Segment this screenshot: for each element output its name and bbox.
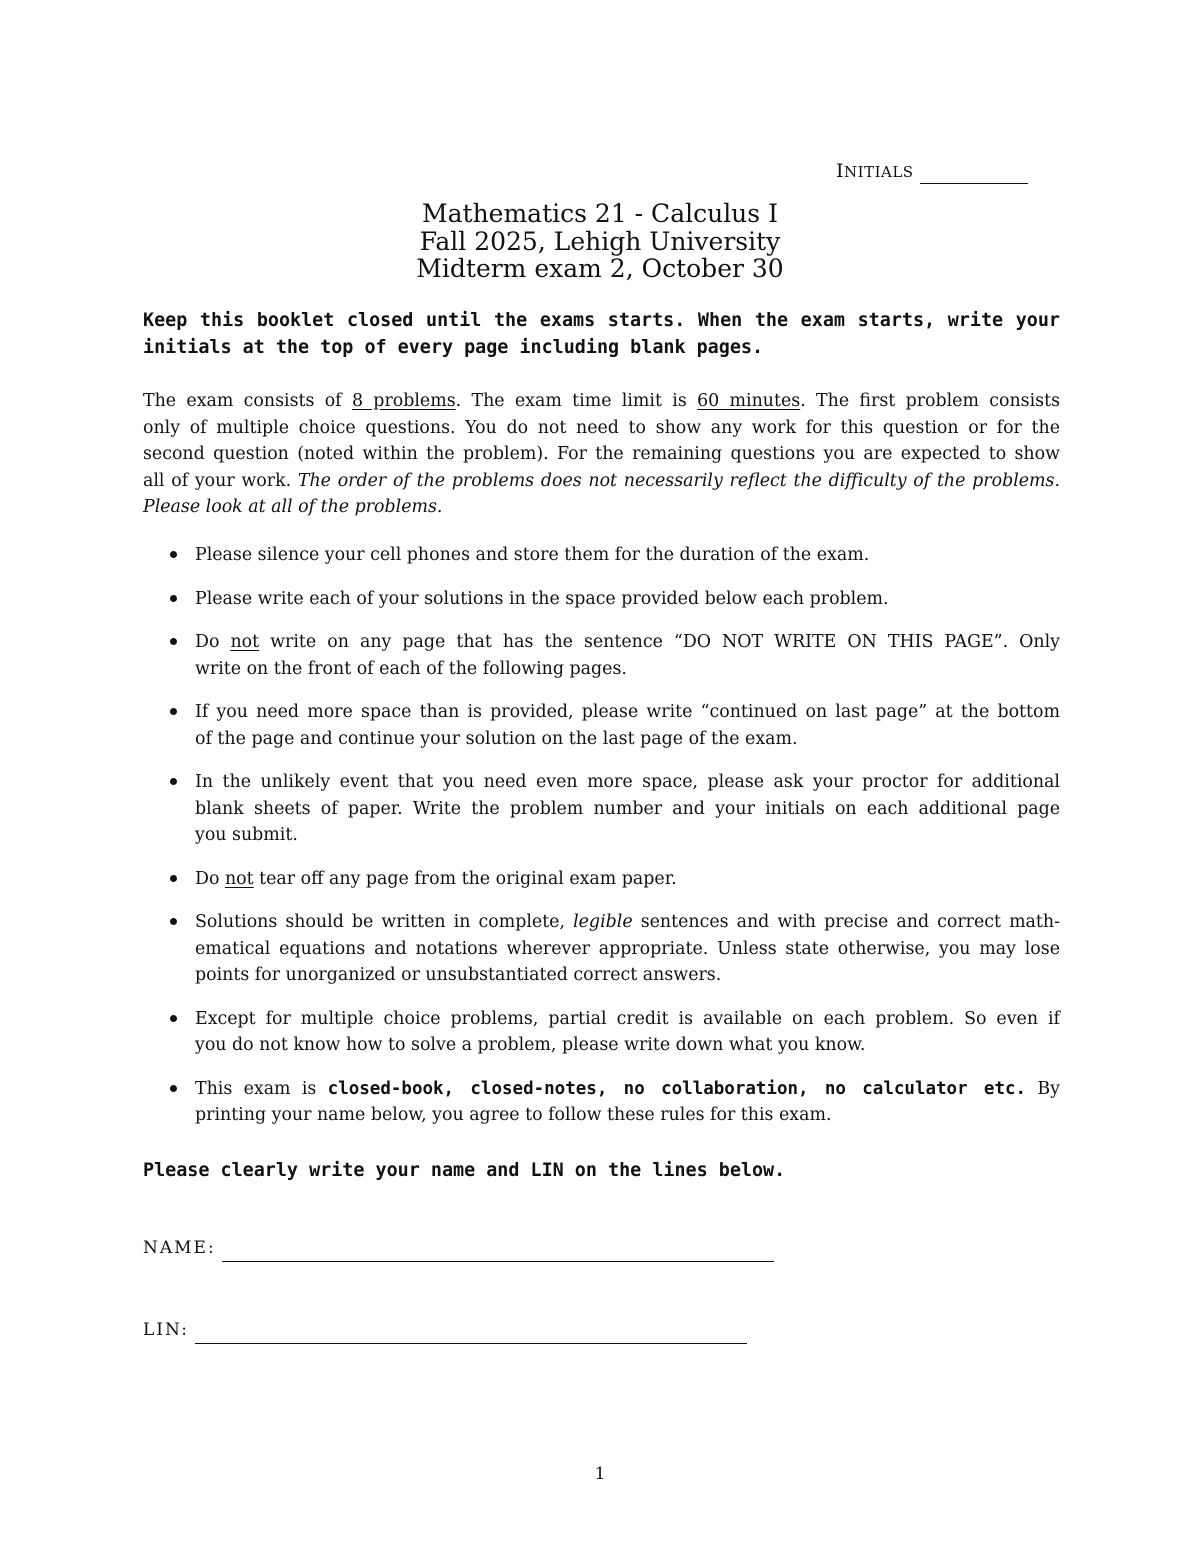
name-instruction: Please clearly write your name and LIN on the lines below. — [143, 1160, 786, 1181]
rule-item: Solutions should be written in complete, legible sentences and with precise and correct math- ematical equations and notations wherever appropriate. Unless state otherwise, you may lose points for unorganized or unsubstantiated correct answers. — [143, 909, 1060, 989]
bullet-dot-icon — [170, 1015, 177, 1022]
exam-title — [0, 200, 1200, 283]
page-number: 1 — [594, 1464, 606, 1484]
initials-label-first: I — [836, 160, 845, 182]
name-field — [143, 1238, 774, 1262]
time-limit: 60 minutes — [697, 391, 801, 411]
rule-item: Please silence your cell phones and store them for the duration of the exam. — [143, 542, 1060, 569]
bullet-dot-icon — [170, 708, 177, 715]
rules-list — [143, 542, 1060, 1146]
intro-line-4: all of your work. The order of the problems does not necessarily reflect the difficulty of the problems. — [143, 470, 1060, 491]
lin-label: LIN: — [143, 1320, 190, 1340]
rule-item: Do not write on any page that has the sentence “DO NOT WRITE ON THIS PAGE”. Only write on the front of each of the following pages. — [143, 629, 1060, 682]
bullet-dot-icon — [170, 638, 177, 645]
initials-line[interactable] — [920, 165, 1028, 184]
title-exam: Midterm exam 2, October 30 — [416, 254, 784, 283]
rule-item: Please write each of your solutions in the space provided below each problem. — [143, 586, 1060, 613]
intro-line-3: second question (noted within the problem). For the remaining questions you are expected to show — [143, 444, 1060, 464]
bullet-dot-icon — [170, 778, 177, 785]
name-label: NAME: — [143, 1238, 216, 1258]
bullet-dot-icon — [170, 875, 177, 882]
booklet-notice — [143, 307, 1060, 361]
bullet-dot-icon — [170, 551, 177, 558]
rule-item: If you need more space than is provided, please write “continued on last page” at the bottom of the page and continue your solution on the last page of the exam. — [143, 699, 1060, 752]
intro-line-5: Please look at all of the problems. — [143, 497, 443, 517]
bullet-dot-icon — [170, 595, 177, 602]
intro-line-2: only of multiple choice questions. You do not need to show any work for this question or for the — [143, 417, 1060, 438]
title-course: Mathematics 21 - Calculus I — [422, 199, 778, 228]
rule-item: Do not tear off any page from the original exam paper. — [143, 866, 1060, 893]
bullet-dot-icon — [170, 918, 177, 925]
bullet-dot-icon — [170, 1085, 177, 1092]
lin-field — [143, 1320, 747, 1344]
problem-count: 8 problems — [351, 391, 456, 411]
rule-item: Except for multiple choice problems, partial credit is available on each problem. So even if you do not know how to solve a problem, please write down what you know. — [143, 1006, 1060, 1059]
title-term: Fall 2025, Lehigh University — [419, 226, 781, 256]
notice-line-2: initials at the top of every page including blank pages. — [143, 337, 764, 358]
name-line[interactable] — [222, 1241, 774, 1262]
notice-line-1: Keep this booklet closed until the exams starts. When the exam starts, write your — [143, 310, 1060, 331]
initials-label-rest: NITIALS — [844, 163, 914, 181]
initials-header — [836, 160, 1028, 184]
intro-line-1: The exam consists of 8 problems. The exam time limit is 60 minutes. The first problem consists — [143, 391, 1061, 411]
rule-item: In the unlikely event that you need even more space, please ask your proctor for additional blank sheets of paper. Write the problem number and your initials on each additional page you submit. — [143, 769, 1060, 849]
lin-line[interactable] — [195, 1323, 747, 1344]
rule-item: This exam is closed-book, closed-notes, no collaboration, no calculator etc. By printing your name below, you agree to follow these rules for this exam. — [143, 1076, 1060, 1129]
exam-intro — [143, 388, 1060, 521]
